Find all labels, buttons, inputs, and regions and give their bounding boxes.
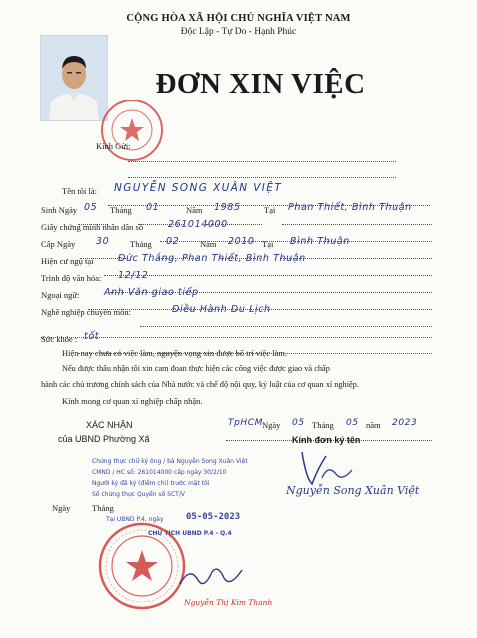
sign-year: 2023 (392, 418, 418, 428)
stamp-line-6: CHỦ TỊCH UBND P.4 - Q.4 (148, 530, 232, 537)
recipient-label: Kính Gửi: (96, 141, 131, 151)
stamp-line-2: CMND / HC số: 261014000 cấp ngày 30/2/10 (92, 469, 227, 476)
id-value: 261014000 (168, 219, 228, 230)
issue-at-label: Tại (262, 239, 274, 249)
dob-month-label: Tháng (110, 205, 132, 215)
health-value: tốt (84, 331, 100, 342)
national-header: CỘNG HÒA XÃ HỘI CHỦ NGHĨA VIỆT NAM (126, 13, 351, 24)
applicant-signature-mark (296, 448, 366, 488)
dob-year: 1985 (214, 202, 241, 213)
id-label: Giấy chứng minh nhân dân số (41, 222, 144, 232)
stamp-line-4: Số chứng thực Quyển số SCT/V (92, 491, 185, 498)
confirm-heading: XÁC NHẬN (86, 420, 133, 430)
ward-label: của UBND Phường Xã (58, 434, 150, 444)
issue-day: 30 (96, 236, 110, 247)
sign-month: 05 (346, 418, 359, 428)
issue-place: Bình Thuận (290, 236, 350, 247)
dob-month: 01 (146, 202, 160, 213)
body-paragraph-2a: Nếu được thâu nhận tôi xin cam đoan thực hiện các công việc được giao và chấp (62, 364, 330, 373)
official-name: Nguyễn Thị Kim Thanh (184, 598, 273, 607)
stamp-line-1: Chứng thực chữ ký ông / bà Nguyễn Song Xuân Việt (92, 458, 248, 465)
stamp-line-3: Người ký đã ký (điểm chỉ) trước mặt tôi (92, 480, 210, 487)
language-label: Ngoại ngữ: (41, 290, 80, 300)
dob-place: Phan Thiết, Bình Thuận (288, 202, 412, 213)
recipient-line-2 (128, 165, 396, 183)
dob-label: Sinh Ngày (41, 205, 78, 215)
sign-year-label: năm (366, 420, 381, 430)
health-label: Sức khỏe : (41, 334, 78, 344)
stamp-date: 05-05-2023 (186, 512, 241, 522)
sign-day: 05 (292, 418, 305, 428)
profession-label: Nghề nghiệp chuyên môn: (41, 307, 131, 317)
official-seal-bottom (96, 520, 188, 612)
sign-day-label: Ngày (262, 420, 281, 430)
document-title: ĐƠN XIN VIỆC (155, 68, 366, 100)
issue-month-label: Tháng (130, 239, 152, 249)
education-label: Trình độ văn hóa: (41, 273, 102, 283)
dob-at-label: Tại (264, 205, 276, 215)
issue-year-label: Năm (200, 239, 217, 249)
name-label: Tên tôi là: (62, 186, 97, 196)
stamp-line-5: Tại UBND P.4, ngày (106, 516, 164, 523)
issue-month: 02 (166, 236, 180, 247)
issue-year: 2010 (228, 236, 255, 247)
left-month-label: Tháng (92, 503, 114, 513)
name-value: NGUYỄN SONG XUÂN VIỆT (114, 182, 283, 194)
body-paragraph-2b: hành các chủ trương chính sách của Nhà nước và chế độ nội quy, kỷ luật của cơ quan xí nghiệp. (41, 380, 359, 389)
dob-day: 05 (84, 202, 98, 213)
residence-line (104, 263, 432, 281)
dob-place-line (282, 212, 432, 230)
residence-label: Hiện cư ngụ tại (41, 256, 94, 266)
sign-place: TpHCM (228, 418, 264, 428)
profession-value: Điều Hành Du Lịch (172, 304, 271, 315)
official-signature (176, 562, 246, 592)
body-paragraph-3: Kính mong cơ quan xí nghiệp chấp nhận. (62, 396, 203, 406)
left-day-label: Ngày (52, 503, 71, 513)
body-paragraph-1: Hiện nay chưa có việc làm, nguyện vọng xin được bố trí việc làm. (62, 348, 287, 358)
education-value: 12/12 (118, 270, 149, 281)
sign-month-label: Tháng (312, 420, 334, 430)
issue-label: Cấp Ngày (41, 239, 76, 249)
national-motto: Độc Lập - Tự Do - Hạnh Phúc (180, 27, 297, 37)
residence-value: Đức Thắng, Phan Thiết, Bình Thuận (118, 253, 306, 264)
applicant-signature-name: Nguyễn Song Xuân Việt (286, 484, 420, 497)
language-value: Anh Văn giao tiếp (104, 287, 199, 298)
dob-year-label: Năm (186, 205, 203, 215)
signer-label: Kính đơn ký tên (292, 435, 361, 445)
